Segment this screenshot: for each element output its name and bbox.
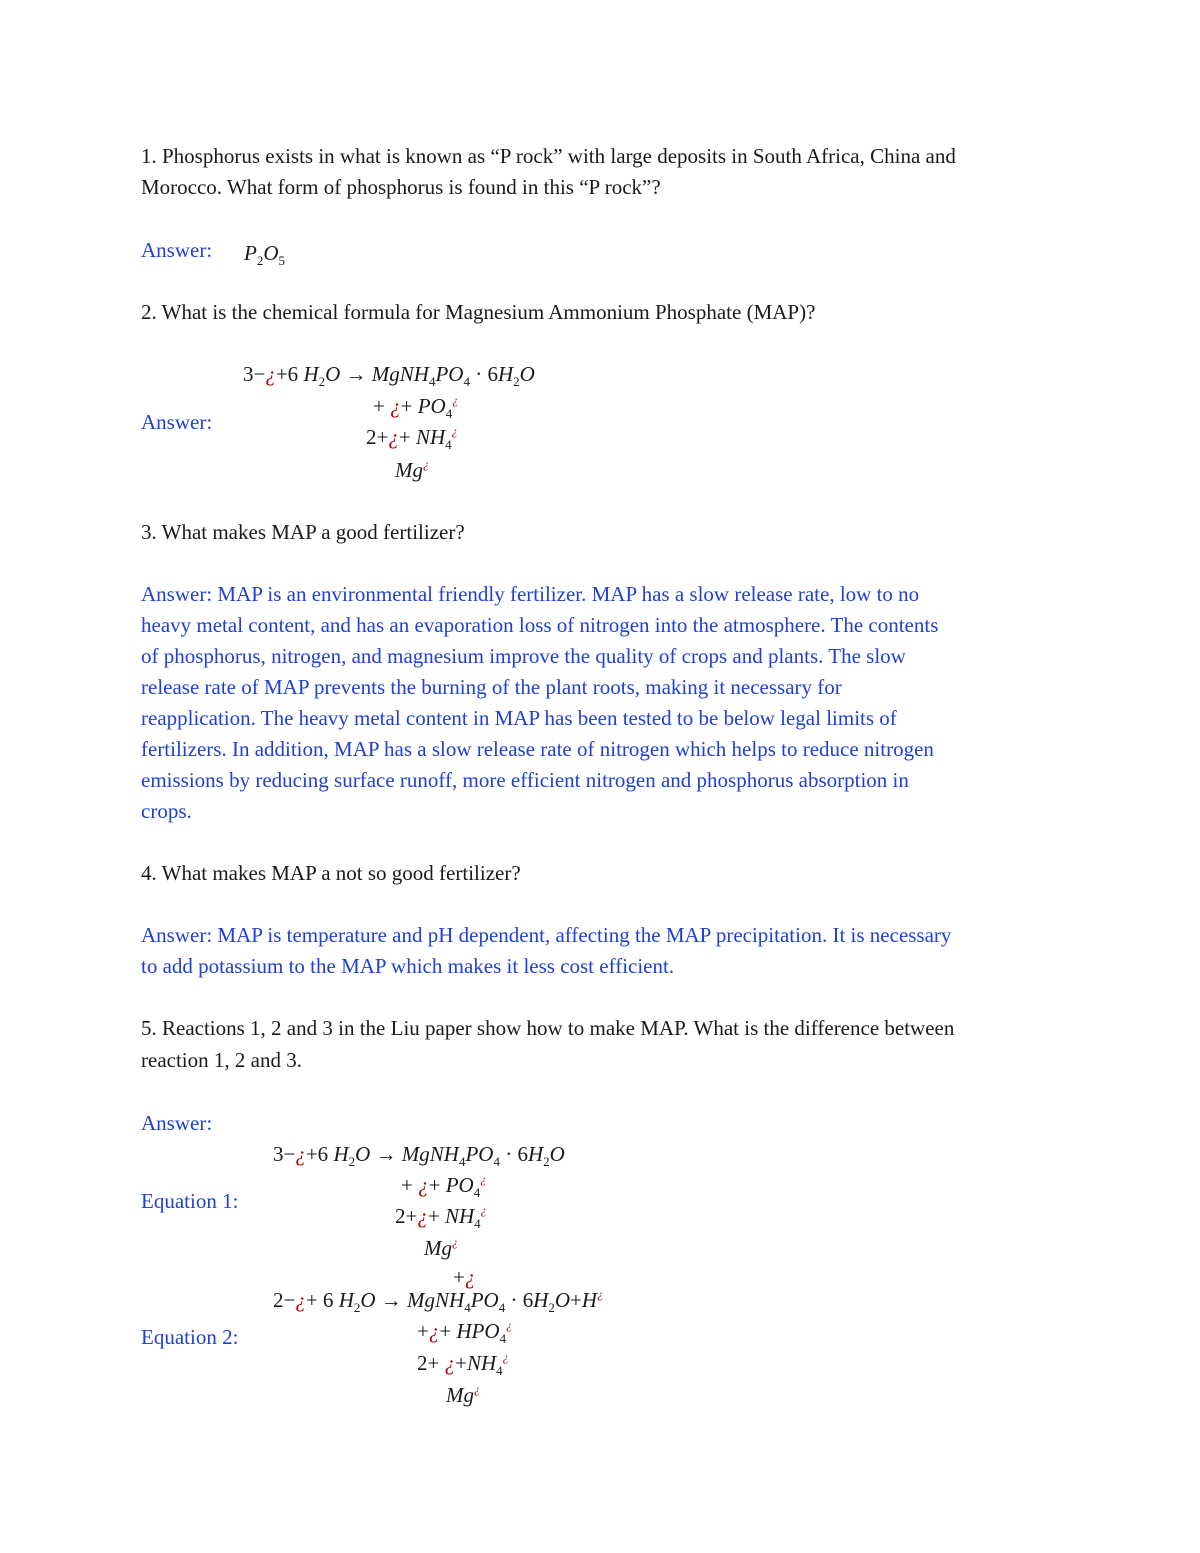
equation-2-line-4: Mg¿ (446, 1382, 480, 1407)
equation-1-label: Equation 1: (141, 1189, 239, 1213)
answer-2-label: Answer: (141, 410, 213, 434)
question-4: 4. What makes MAP a not so good fertilizer? (141, 861, 521, 885)
equation-1-line-4: Mg¿ (424, 1235, 458, 1260)
answer-1-label: Answer: (141, 238, 213, 262)
equation-2-line-3: $2+ ¿+NH_4^¿$ (417, 1350, 509, 1378)
question-1-line-2: Morocco. What form of phosphorus is found in this “P rock”? (141, 175, 661, 199)
answer-3-line: reapplication. The heavy metal content in MAP has been tested to be below legal limits of (141, 706, 897, 730)
equation-1-line-2: + ¿+ $PO_4^¿$ (401, 1172, 487, 1200)
answer-4-line: to add potassium to the MAP which makes it less cost efficient. (141, 954, 675, 978)
answer-2-equation-line-2: + ¿+ $PO_4^¿$ (373, 393, 459, 421)
answer-5-label: Answer: (141, 1111, 213, 1135)
equation-2-label: Equation 2: (141, 1325, 239, 1349)
answer-4-line: Answer: MAP is temperature and pH dependent, affecting the MAP precipitation. It is necessary (141, 923, 952, 947)
answer-3-line: heavy metal content, and has an evaporation loss of nitrogen into the atmosphere. The contents (141, 613, 939, 637)
equation-2-line-2: +¿+ $HPO_4^¿$ (417, 1318, 513, 1346)
answer-3-line: fertilizers. In addition, MAP has a slow release rate of nitrogen which helps to reduce nitrogen (141, 737, 934, 761)
equation-2-line-1: 2−¿+ 6 $H_2O$ → $MgNH_4PO_4 \cdot 6H_2O+H^¿$ (273, 1287, 604, 1315)
equation-1-line-1: 3−¿+6 $H_2O$ → $MgNH_4PO_4 \cdot 6H_2O$ (273, 1142, 565, 1169)
question-5-line-2: reaction 1, 2 and 3. (141, 1048, 302, 1072)
answer-3-line: of phosphorus, nitrogen, and magnesium improve the quality of crops and plants. The slow (141, 644, 906, 668)
equation-1-line-3: 2+¿+ $NH_4^¿$ (395, 1203, 487, 1231)
answer-2-equation-line-4: Mg¿ (395, 457, 429, 482)
question-5-line-1: 5. Reactions 1, 2 and 3 in the Liu paper show how to make MAP. What is the difference between (141, 1016, 955, 1040)
question-2: 2. What is the chemical formula for Magnesium Ammonium Phosphate (MAP)? (141, 300, 816, 324)
answer-2-equation-line-3: 2+¿+ $NH_4^¿$ (366, 424, 458, 452)
equation-2-line-0: +¿ (453, 1265, 476, 1289)
question-1-line-1: 1. Phosphorus exists in what is known as “P rock” with large deposits in South Africa, China and (141, 144, 956, 168)
answer-3-line: emissions by reducing surface runoff, more efficient nitrogen and phosphorus absorption in (141, 768, 909, 792)
answer-3-line: release rate of MAP prevents the burning of the plant roots, making it necessary for (141, 675, 842, 699)
question-3: 3. What makes MAP a good fertilizer? (141, 520, 465, 544)
answer-1-formula: $P_2O_5$ (244, 241, 285, 268)
answer-3-line: crops. (141, 799, 192, 823)
answer-2-equation-line-1: 3−¿+6 $H_2O$ → $MgNH_4PO_4 \cdot 6H_2O$ (243, 362, 535, 389)
answer-3-line: Answer: MAP is an environmental friendly fertilizer. MAP has a slow release rate, low to no (141, 582, 920, 606)
